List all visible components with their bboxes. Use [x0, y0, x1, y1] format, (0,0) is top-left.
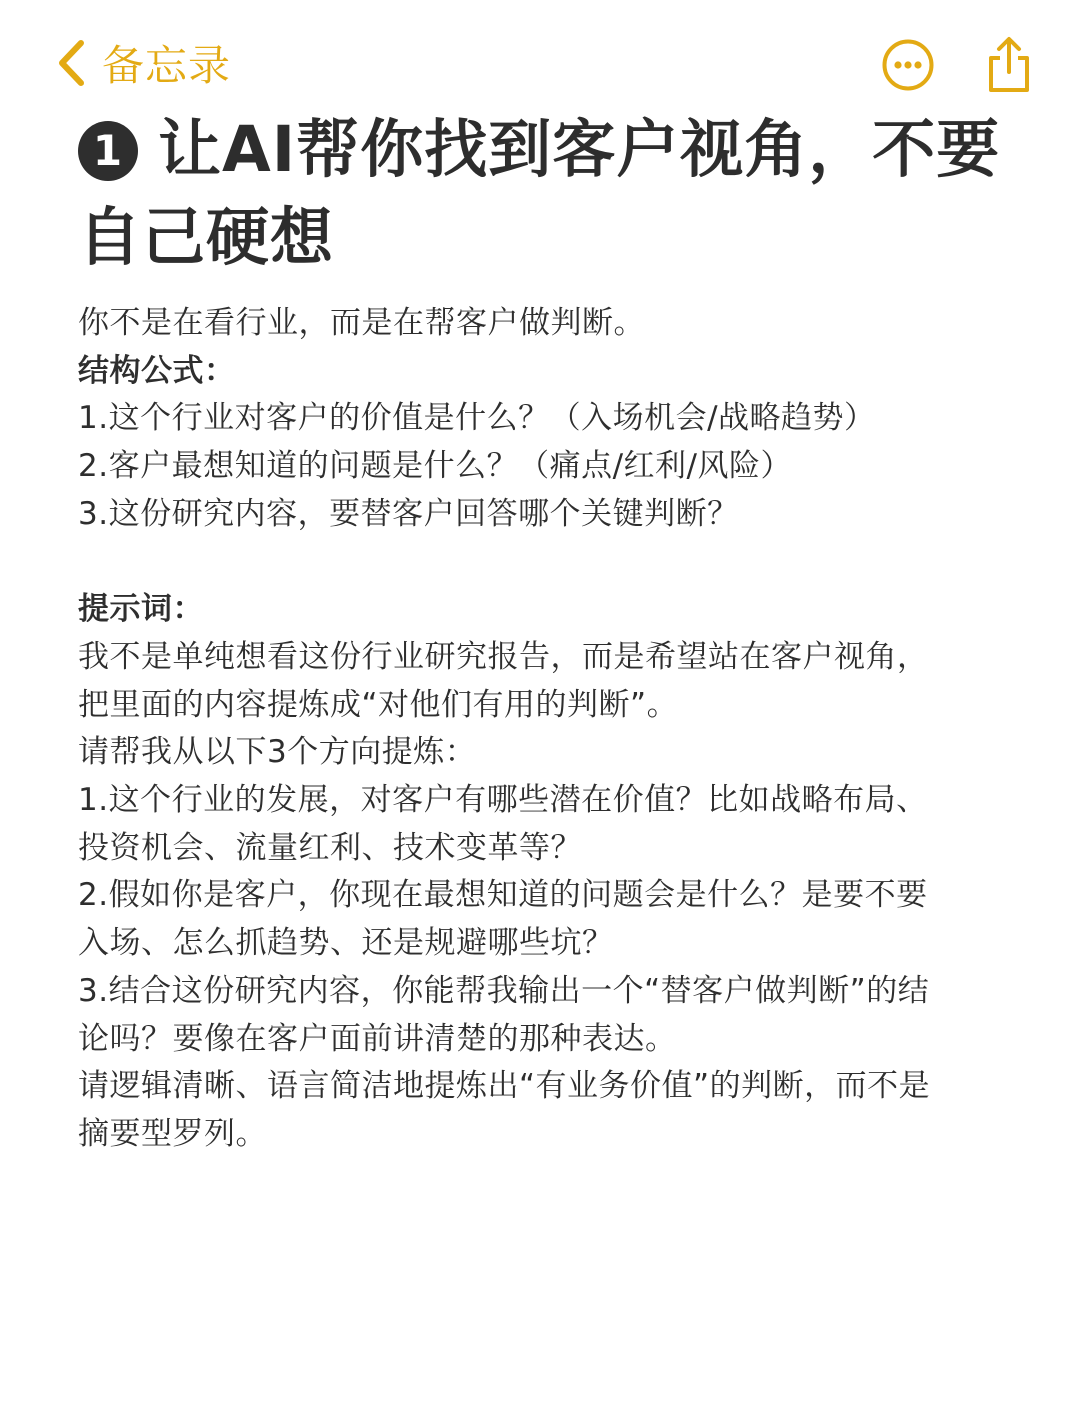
prompt-line: 我不是单纯想看这份行业研究报告，而是希望站在客户视角，: [78, 638, 929, 675]
prompt-line: 把里面的内容提炼成“对他们有用的判断”。: [78, 686, 679, 723]
share-button[interactable]: [985, 34, 1033, 94]
number-badge: 1: [78, 121, 138, 181]
title-text: 让AI帮你找到客户视角，不要自己硬想: [78, 113, 1001, 274]
note-title: [78, 106, 1038, 282]
back-label: 备忘录: [102, 41, 232, 90]
structure-item: 3.这份研究内容，要替客户回答哪个关键判断？: [78, 495, 739, 532]
structure-heading: 结构公式：: [78, 352, 236, 389]
more-button[interactable]: [881, 38, 935, 92]
prompt-line: 3.结合这份研究内容，你能帮我输出一个“替客户做判断”的结: [78, 972, 930, 1009]
prompt-line: 入场、怎么抓趋势、还是规避哪些坑？: [78, 925, 614, 962]
back-button[interactable]: [56, 34, 231, 92]
share-icon: [985, 34, 1033, 94]
structure-item: 2.客户最想知道的问题是什么？（痛点/红利/风险）: [78, 448, 792, 485]
prompt-line: 论吗？要像在客户面前讲清楚的那种表达。: [78, 1020, 677, 1057]
blank-line: [78, 539, 1038, 587]
prompt-line: 请逻辑清晰、语言简洁地提炼出“有业务价值”的判断，而不是: [78, 1068, 931, 1105]
prompt-line: 2.假如你是客户，你现在最想知道的问题会是什么？是要不要: [78, 877, 928, 914]
navigation-bar: [0, 0, 1080, 120]
chevron-left-icon: [56, 38, 86, 88]
note-content: [78, 106, 1038, 1159]
prompt-line: 投资机会、流量红利、技术变革等？: [78, 829, 582, 866]
intro-text: 你不是在看行业，而是在帮客户做判断。: [78, 305, 645, 341]
prompt-line: 1.这个行业的发展，对客户有哪些潜在价值？比如战略布局、: [78, 782, 928, 819]
prompt-heading: 提示词：: [78, 591, 204, 628]
structure-item: 1.这个行业对客户的价值是什么？（入场机会/战略趋势）: [78, 400, 876, 437]
more-icon: [881, 38, 935, 92]
prompt-line: 请帮我从以下3个方向提炼：: [78, 734, 477, 771]
note-body: [78, 300, 1038, 1159]
prompt-line: 摘要型罗列。: [78, 1115, 267, 1152]
